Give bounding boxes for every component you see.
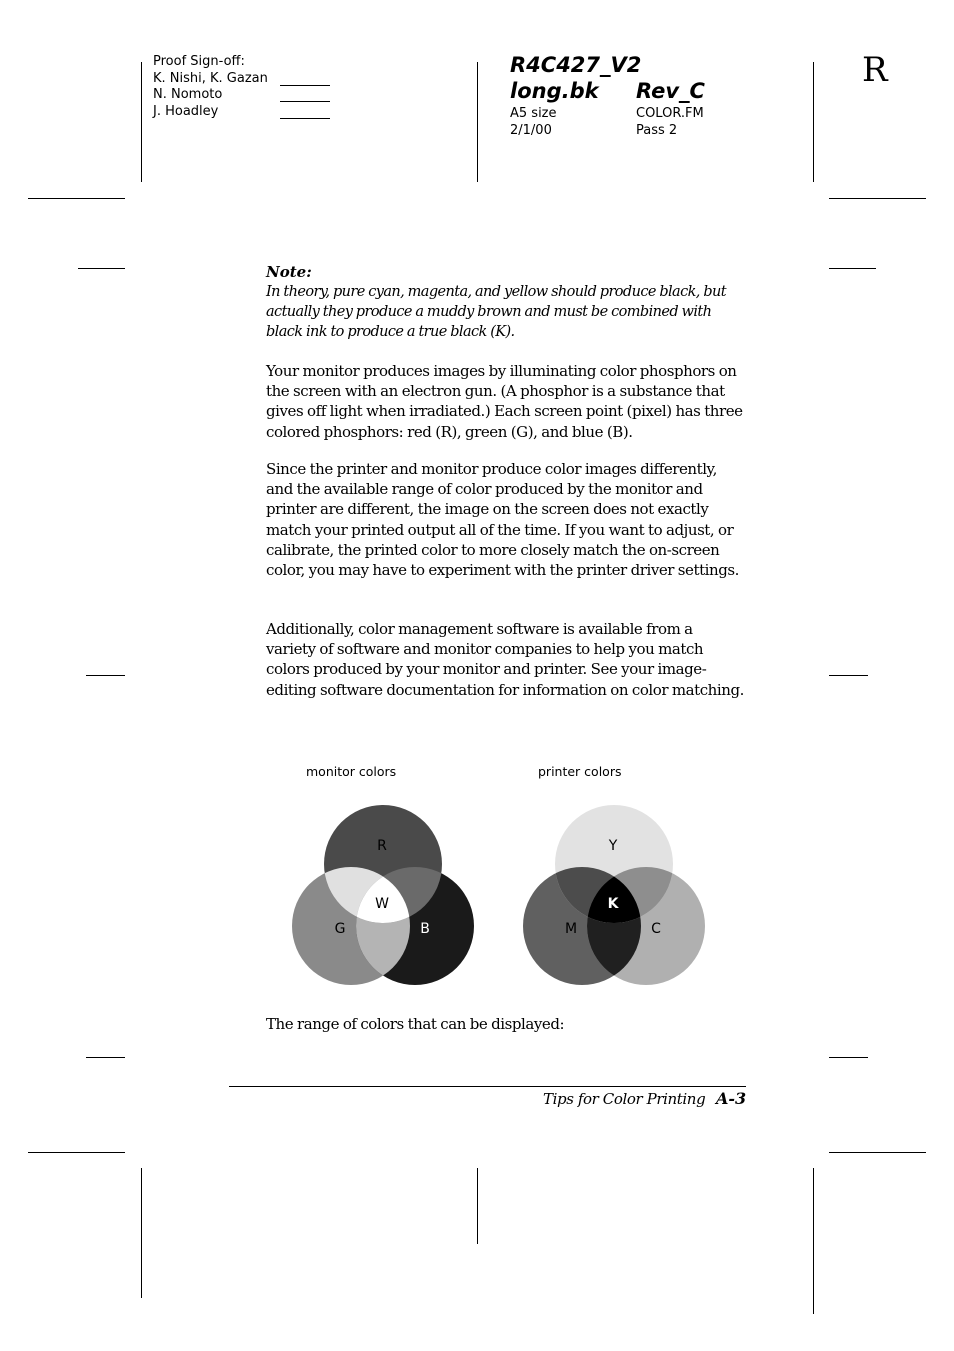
signoff-name: N. Nomoto xyxy=(153,87,223,102)
crop-mark xyxy=(477,1168,478,1244)
crop-mark xyxy=(477,62,478,182)
crop-mark xyxy=(829,1152,926,1153)
signoff-blank xyxy=(280,73,330,86)
monitor-venn xyxy=(292,805,474,985)
label-y: Y xyxy=(608,838,618,854)
doc-book: long.bk xyxy=(510,79,599,103)
meta-file: COLOR.FM xyxy=(636,106,704,121)
label-w: W xyxy=(375,896,389,912)
meta-date: 2/1/00 xyxy=(510,123,552,138)
signoff-name: K. Nishi, K. Gazan xyxy=(153,70,268,86)
signoff-title: Proof Sign-off: xyxy=(153,54,245,69)
footer-page-number: A-3 xyxy=(716,1089,747,1108)
footer-chapter-title: Tips for Color Printing xyxy=(543,1090,706,1108)
crop-mark xyxy=(86,675,125,676)
label-b: B xyxy=(420,921,430,937)
note-text: In theory, pure cyan, magenta, and yellow should produce black, but actually they produce a muddy brown and must be combined with black ink to produce a true black (K). xyxy=(266,284,726,340)
body-paragraph: Your monitor produces images by illuminating color phosphors on the screen with an electron gun. (A phosphor is a substance that gives off light when irradiated.) Each screen point (pixel) has three colored phosphors: red (R), green (G), and blue (B). xyxy=(266,362,743,441)
monitor-colors-label: monitor colors xyxy=(306,764,397,779)
crop-mark xyxy=(28,1152,125,1153)
crop-mark xyxy=(829,1057,868,1058)
crop-mark xyxy=(829,268,876,269)
body-paragraph: Since the printer and monitor produce color images differently, and the available range of color produced by the monitor and printer are different, the image on the screen does not exactly match your printed output all of the time. If you want to adjust, or calibrate, the printed color to more closely match the on-screen color, you may have to experiment with the printer driver settings. xyxy=(266,460,739,580)
doc-id: R4C427_V2 xyxy=(510,53,642,77)
crop-mark xyxy=(141,1168,142,1298)
label-k: K xyxy=(607,896,619,912)
signoff-row xyxy=(153,71,268,88)
crop-mark xyxy=(86,1057,125,1058)
figure-caption: The range of colors that can be displayed: xyxy=(266,1015,565,1033)
signoff-name: J. Hoadley xyxy=(153,103,219,119)
label-c: C xyxy=(651,921,661,937)
signoff-blank xyxy=(280,89,330,102)
crop-mark xyxy=(141,62,142,182)
body-paragraph: Additionally, color management software is available from a variety of software and monitor companies to help you match colors produced by your monitor and printer. See your image-editing software documentation for information on color matching. xyxy=(266,620,744,699)
note-block xyxy=(266,263,746,342)
crop-mark xyxy=(829,675,868,676)
printer-colors-label: printer colors xyxy=(538,764,622,779)
crop-mark xyxy=(78,268,125,269)
footer-rule xyxy=(229,1086,746,1087)
signoff-blank xyxy=(280,106,330,119)
note-title: Note: xyxy=(266,263,312,281)
crop-mark xyxy=(28,198,125,199)
label-g: G xyxy=(334,921,346,937)
label-r: R xyxy=(377,838,387,854)
proof-signoff-block xyxy=(153,54,268,120)
crop-mark xyxy=(829,198,926,199)
corner-letter: R xyxy=(862,50,888,90)
signoff-row xyxy=(153,104,268,121)
meta-size: A5 size xyxy=(510,106,557,121)
meta-pass: Pass 2 xyxy=(636,123,678,138)
crop-mark xyxy=(813,62,814,182)
label-m: M xyxy=(564,921,578,937)
printer-venn xyxy=(523,805,705,985)
color-circles-figure xyxy=(286,796,716,991)
signoff-row xyxy=(153,87,268,104)
doc-revision: Rev_C xyxy=(636,79,705,103)
crop-mark xyxy=(813,1168,814,1314)
